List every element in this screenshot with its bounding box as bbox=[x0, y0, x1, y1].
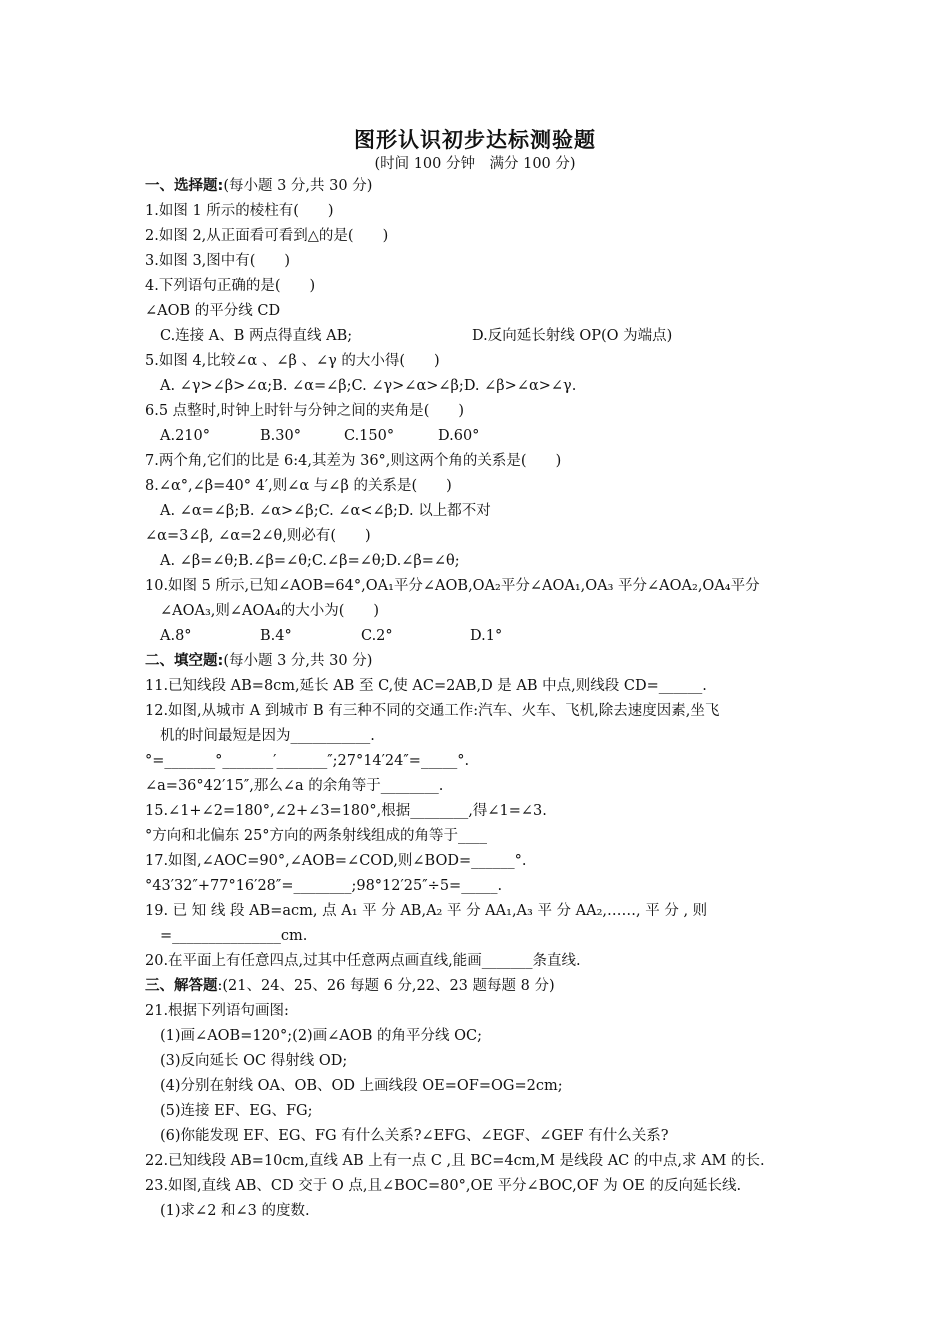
question-1: 1.如图 1 所示的棱柱有( ) bbox=[145, 203, 334, 219]
section-note: :(21、24、25、26 每题 6 分,22、23 题每题 8 分) bbox=[217, 978, 555, 994]
option-c: C.150° bbox=[344, 428, 395, 444]
question-7: 7.两个角,它们的比是 6:4,其差为 36°,则这两个角的关系是( ) bbox=[145, 453, 562, 469]
question-3: 3.如图 3,图中有( ) bbox=[145, 253, 291, 269]
question-22: 22.已知线段 AB=10cm,直线 AB 上有一点 C ,且 BC=4cm,M 是线段 AC 的中点,求 AM 的长. bbox=[145, 1153, 765, 1169]
question-10-continued: ∠AOA₃,则∠AOA₄的大小为( ) bbox=[160, 603, 380, 619]
question-19-continued: =_______________cm. bbox=[160, 928, 308, 944]
question-21-part-3: (3)反向延长 OC 得射线 OD; bbox=[160, 1053, 348, 1069]
question-4-option-line: ∠AOB 的平分线 CD bbox=[145, 303, 281, 319]
option-b: B.30° bbox=[260, 428, 301, 444]
question-8: 8.∠α°,∠β=40° 4′,则∠α 与∠β 的关系是( ) bbox=[145, 478, 452, 494]
question-18: °43′32″+77°16′28″=________;98°12′25″÷5=_____. bbox=[145, 878, 503, 894]
section-head: 一、选择题: bbox=[145, 178, 224, 194]
option-d: D.1° bbox=[470, 628, 503, 644]
section-answer-heading bbox=[145, 976, 810, 996]
question-19: 19. 已 知 线 段 AB=acm, 点 A₁ 平 分 AB,A₂ 平 分 AA₁,A₃ 平 分 AA₂,……, 平 分 , 则 bbox=[145, 903, 708, 919]
question-11: 11.已知线段 AB=8cm,延长 AB 至 C,使 AC=2AB,D 是 AB 中点,则线段 CD=______. bbox=[145, 678, 707, 694]
question-6: 6.5 点整时,时钟上时针与分钟之间的夹角是( ) bbox=[145, 403, 465, 419]
question-21-part-1: (1)画∠AOB=120°;(2)画∠AOB 的角平分线 OC; bbox=[160, 1028, 482, 1044]
question-21-part-6: (6)你能发现 EF、EG、FG 有什么关系?∠EFG、∠EGF、∠GEF 有什么关系? bbox=[160, 1128, 669, 1144]
option-d: D.60° bbox=[438, 428, 480, 444]
question-9-options: A. ∠β=∠θ;B.∠β=∠θ;C.∠β=∠θ;D.∠β=∠θ; bbox=[160, 553, 460, 569]
option-a: A.210° bbox=[160, 428, 211, 444]
section-head: 二、填空题: bbox=[145, 653, 224, 669]
question-21-part-5: (5)连接 EF、EG、FG; bbox=[160, 1103, 313, 1119]
page-title: 图形认识初步达标测验题 bbox=[354, 128, 596, 152]
question-17: 17.如图,∠AOC=90°,∠AOB=∠COD,则∠BOD=______°. bbox=[145, 853, 527, 869]
section-choice-heading bbox=[145, 176, 810, 196]
question-21: 21.根据下列语句画图: bbox=[145, 1003, 289, 1019]
question-23-part-1: (1)求∠2 和∠3 的度数. bbox=[160, 1203, 310, 1219]
page-subtitle: (时间 100 分钟 满分 100 分) bbox=[374, 156, 576, 172]
section-fill-heading bbox=[145, 651, 810, 671]
question-9: ∠α=3∠β, ∠α=2∠θ,则必有( ) bbox=[145, 528, 371, 544]
section-note: (每小题 3 分,共 30 分) bbox=[223, 653, 373, 669]
option-d: D.反向延长射线 OP(O 为端点) bbox=[472, 328, 673, 344]
question-15: 15.∠1+∠2=180°,∠2+∠3=180°,根据________,得∠1=∠3. bbox=[145, 803, 547, 819]
section-head: 三、解答题 bbox=[145, 978, 218, 994]
question-12: 12.如图,从城市 A 到城市 B 有三种不同的交通工作:汽车、火车、飞机,除去速度因素,坐飞 bbox=[145, 703, 720, 719]
section-note: (每小题 3 分,共 30 分) bbox=[223, 178, 373, 194]
question-21-part-4: (4)分别在射线 OA、OB、OD 上画线段 OE=OF=OG=2cm; bbox=[160, 1078, 563, 1094]
question-13: °=_______°_______′_______″;27°14′24″=_____°. bbox=[145, 753, 470, 769]
question-5-options: A. ∠γ>∠β>∠α;B. ∠α=∠β;C. ∠γ>∠α>∠β;D. ∠β>∠α>∠γ. bbox=[160, 378, 577, 394]
option-b: B.4° bbox=[260, 628, 292, 644]
question-16: °方向和北偏东 25°方向的两条射线组成的角等于____ bbox=[145, 828, 488, 844]
question-14: ∠a=36°42′15″,那么∠a 的余角等于________. bbox=[145, 778, 444, 794]
question-2: 2.如图 2,从正面看可看到△的是( ) bbox=[145, 228, 389, 244]
option-a: A.8° bbox=[160, 628, 192, 644]
question-10: 10.如图 5 所示,已知∠AOB=64°,OA₁平分∠AOB,OA₂平分∠AOA₁,OA₃ 平分∠AOA₂,OA₄平分 bbox=[145, 578, 760, 594]
question-5: 5.如图 4,比较∠α 、∠β 、∠γ 的大小得( ) bbox=[145, 353, 440, 369]
question-20: 20.在平面上有任意四点,过其中任意两点画直线,能画_______条直线. bbox=[145, 953, 581, 969]
question-4-options bbox=[160, 326, 825, 346]
question-4: 4.下列语句正确的是( ) bbox=[145, 278, 316, 294]
question-23: 23.如图,直线 AB、CD 交于 O 点,且∠BOC=80°,OE 平分∠BOC,OF 为 OE 的反向延长线. bbox=[145, 1178, 742, 1194]
question-12-continued: 机的时间最短是因为___________. bbox=[160, 728, 375, 744]
question-6-options bbox=[160, 426, 825, 446]
question-8-options: A. ∠α=∠β;B. ∠α>∠β;C. ∠α<∠β;D. 以上都不对 bbox=[160, 503, 491, 519]
option-c: C.2° bbox=[361, 628, 393, 644]
option-c: C.连接 A、B 两点得直线 AB; bbox=[160, 328, 353, 344]
question-10-options bbox=[160, 626, 825, 646]
